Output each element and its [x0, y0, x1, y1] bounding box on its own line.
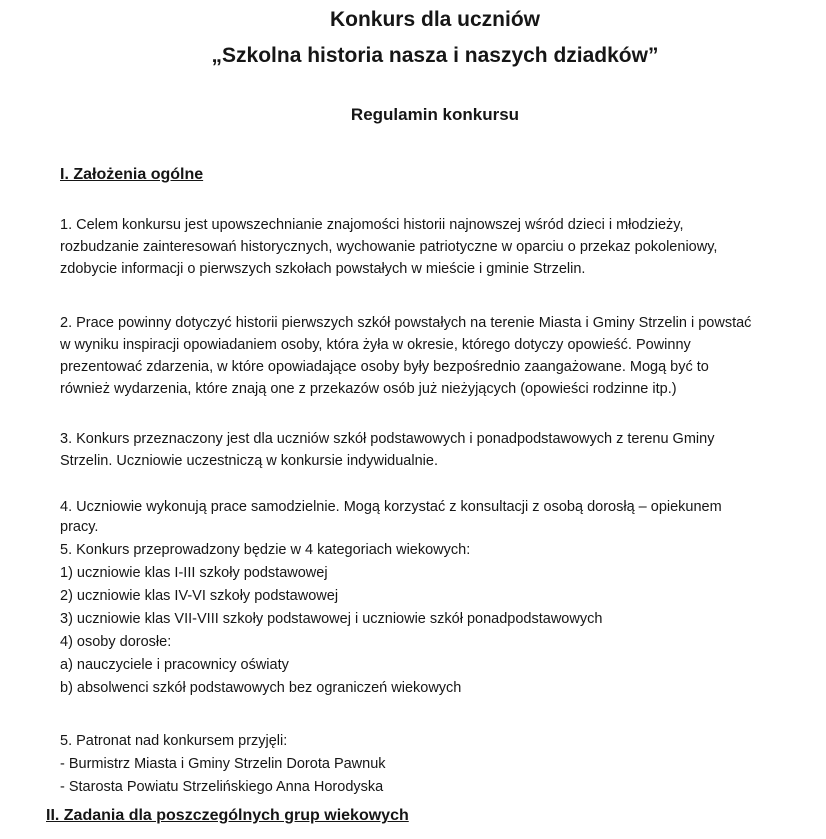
list-item: - Starosta Powiatu Strzelińskiego Anna Horodyska [60, 779, 384, 795]
list-item: b) absolwenci szkół podstawowych bez ograniczeń wiekowych [60, 680, 462, 696]
list-item: 1) uczniowie klas I-III szkoły podstawowej [60, 565, 328, 581]
paragraph-line: zdobycie informacji o pierwszych szkołach powstałych w mieście i gminie Strzelin. [60, 261, 586, 277]
paragraph-line: Strzelin. Uczniowie uczestniczą w konkursie indywidualnie. [60, 453, 438, 469]
paragraph-line: również wydarzenia, które znają one z przekazów osób już nieżyjących (opowieści rodzinne itp.) [60, 381, 677, 397]
paragraph-line: 5. Konkurs przeprowadzony będzie w 4 kategoriach wiekowych: [60, 542, 471, 558]
paragraph-line: w wyniku inspiracji opowiadaniem osoby, która żyła w okresie, którego dotyczy opowieść. Powinny [60, 337, 691, 353]
list-item: 3) uczniowie klas VII-VIII szkoły podstawowej i uczniowie szkół ponadpodstawowych [60, 611, 603, 627]
list-item: 4) osoby dorosłe: [60, 634, 172, 650]
document-subtitle: Regulamin konkursu [350, 105, 520, 124]
paragraph-line: pracy. [60, 519, 99, 535]
list-item: - Burmistrz Miasta i Gminy Strzelin Dorota Pawnuk [60, 756, 386, 772]
list-item: a) nauczyciele i pracownicy oświaty [60, 657, 289, 673]
paragraph-line: 3. Konkurs przeznaczony jest dla uczniów szkół podstawowych i ponadpodstawowych z terenu Gminy [60, 431, 715, 447]
paragraph-line: rozbudzanie zainteresowań historycznych, wychowanie patriotyczne w oparciu o przekaz pokoleniowy, [60, 239, 718, 255]
paragraph-line: 1. Celem konkursu jest upowszechnianie znajomości historii najnowszej wśród dzieci i młodzieży, [60, 217, 684, 233]
paragraph-line: 4. Uczniowie wykonują prace samodzielnie. Mogą korzystać z konsultacji z osobą dorosłą – opiekunem [60, 499, 722, 515]
document-title-line2: „Szkolna historia nasza i naszych dziadków” [211, 44, 659, 67]
section-heading-tasks: II. Zadania dla poszczególnych grup wiekowych [46, 807, 409, 824]
section-heading-general: I. Założenia ogólne [60, 166, 204, 183]
paragraph-line: 2. Prace powinny dotyczyć historii pierwszych szkół powstałych na terenie Miasta i Gminy Strzelin i powstać [60, 315, 752, 331]
paragraph-line: 5. Patronat nad konkursem przyjęli: [60, 733, 288, 749]
paragraph-line: prezentować zdarzenia, w które opowiadające osoby były bezpośrednio zaangażowane. Mogą być to [60, 359, 709, 375]
document-title-line1: Konkurs dla uczniów [329, 8, 541, 31]
list-item: 2) uczniowie klas IV-VI szkoły podstawowej [60, 588, 339, 604]
